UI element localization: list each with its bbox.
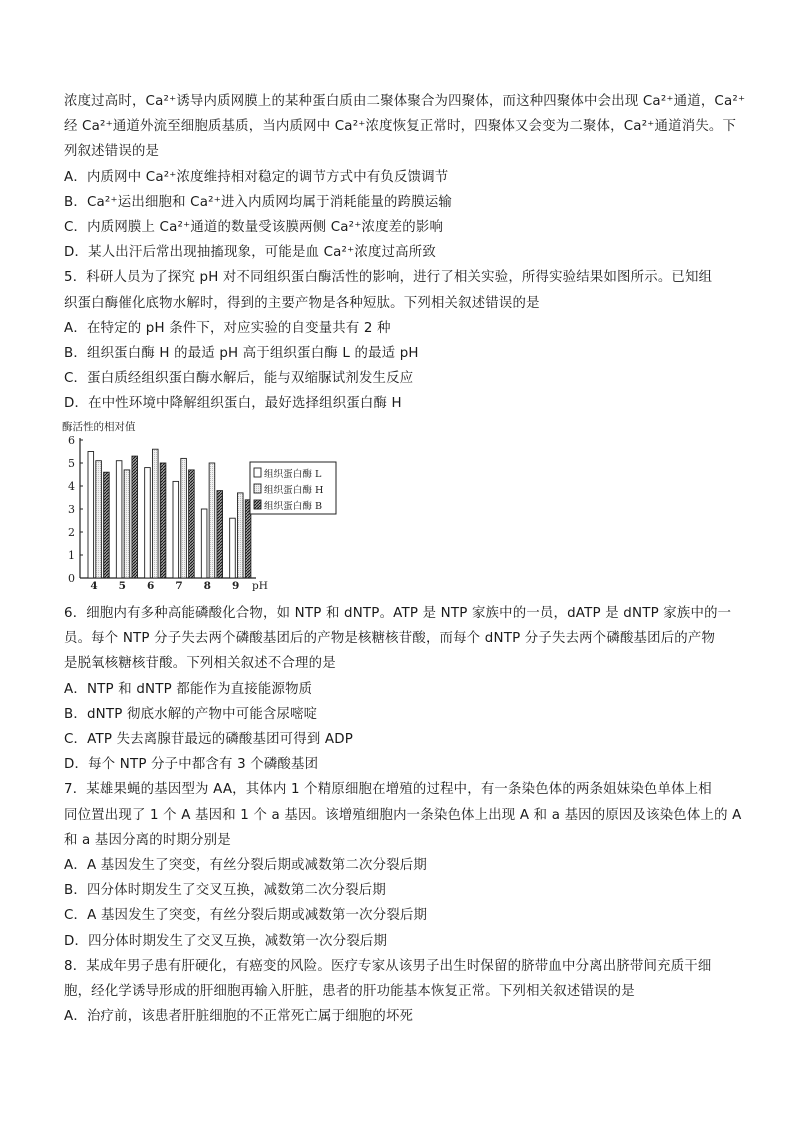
y-tick-label: 5: [68, 457, 75, 470]
x-tick-label: 6: [147, 580, 155, 592]
question-text-line: D．某人出汗后常出现抽搐现象，可能是血 Ca²⁺浓度过高所致: [64, 245, 436, 261]
x-tick-label: 9: [232, 580, 240, 592]
question-text-line: 和 a 基因分离的时期分别是: [64, 832, 231, 848]
bar-white-ph-6: [145, 468, 151, 578]
question-text-line: C．内质网膜上 Ca²⁺通道的数量受该膜两侧 Ca²⁺浓度差的影响: [64, 220, 444, 235]
question-text-line: C．A 基因发生了突变，有丝分裂后期或减数第一次分裂后期: [64, 908, 428, 924]
chart-ylabel: 酶活性的相对值: [62, 421, 136, 433]
question-text-line: A．在特定的 pH 条件下，对应实验的自变量共有 2 种: [64, 320, 391, 336]
bar-white-ph-4: [88, 452, 94, 579]
y-tick-label: 4: [68, 480, 75, 493]
bar-hatched-ph-4: [104, 472, 110, 578]
bar-hatched-ph-6: [160, 463, 166, 578]
bar-white-ph-9: [230, 518, 236, 578]
question-text-line: 浓度过高时，Ca²⁺诱导内质网膜上的某种蛋白质由二聚体聚合为四聚体，而这种四聚体中会出现 Ca²⁺通道，Ca²⁺: [64, 94, 746, 109]
y-tick-label: 2: [68, 526, 75, 539]
legend-entry: 组织蛋白酶 B: [264, 501, 323, 512]
question-text-line: 7．某雄果蝇的基因型为 AA，其体内 1 个精原细胞在增殖的过程中，有一条染色体的两条姐妹染色单体上相: [64, 782, 712, 798]
legend-swatch: [254, 484, 261, 493]
question-text-line: 列叙述错误的是: [64, 144, 160, 160]
question-text-line: A．内质网中 Ca²⁺浓度维持相对稳定的调节方式中有负反馈调节: [64, 169, 449, 185]
y-tick-label: 1: [68, 549, 75, 562]
bar-white-ph-8: [201, 509, 207, 578]
question-text-line: A．治疗前，该患者肝脏细胞的不正常死亡属于细胞的坏死: [64, 1009, 414, 1025]
question-text-line: 8．某成年男子患有肝硬化，有癌变的风险。医疗专家从该男子出生时保留的脐带血中分离出脐带间充质干细: [64, 958, 712, 974]
question-text-line: 经 Ca²⁺通道外流至细胞质基质，当内质网中 Ca²⁺浓度恢复正常时，四聚体又会变为二聚体，Ca²⁺通道消失。下: [64, 119, 737, 135]
bar-light-ph-7: [181, 458, 187, 578]
bar-light-ph-4: [96, 461, 102, 578]
question-text-line: A．A 基因发生了突变，有丝分裂后期或减数第二次分裂后期: [64, 858, 427, 873]
legend-entry: 组织蛋白酶 L: [264, 469, 322, 480]
question-text-line: 5．科研人员为了探究 pH 对不同组织蛋白酶活性的影响，进行了相关实验，所得实验结果如图所示。已知组: [64, 270, 713, 286]
question-text-line: 是脱氧核糖核苷酸。下列相关叙述不合理的是: [64, 656, 336, 672]
legend-swatch: [254, 468, 261, 477]
question-text-line: C．ATP 失去离腺苷最远的磷酸基团可得到 ADP: [64, 732, 354, 747]
chart-legend: [250, 462, 336, 514]
x-tick-label: 4: [90, 580, 98, 592]
x-axis-label: pH: [252, 580, 268, 592]
y-tick-label: 0: [68, 572, 75, 585]
question-text-line: 胞，经化学诱导形成的肝细胞再输入肝脏，患者的肝功能基本恢复正常。下列相关叙述错误的是: [64, 984, 635, 999]
bar-hatched-ph-5: [132, 456, 138, 578]
enzyme-activity-bar-chart: [58, 420, 348, 592]
question-text-line: B．Ca²⁺运出细胞和 Ca²⁺进入内质网均属于消耗能量的跨膜运输: [64, 194, 453, 210]
bar-light-ph-8: [209, 463, 215, 578]
question-text-line: 织蛋白酶催化底物水解时，得到的主要产物是各种短肽。下列相关叙述错误的是: [64, 295, 540, 311]
legend-entry: 组织蛋白酶 H: [264, 485, 324, 496]
bar-light-ph-9: [237, 493, 243, 578]
question-text-line: 6．细胞内有多种高能磷酸化合物，如 NTP 和 dNTP。ATP 是 NTP 家族中的一员，dATP 是 dNTP 家族中的一: [64, 606, 732, 621]
x-tick-label: 8: [203, 580, 211, 592]
bar-light-ph-5: [124, 470, 130, 578]
bar-hatched-ph-8: [217, 491, 223, 578]
question-text-line: D．在中性环境中降解组织蛋白，最好选择组织蛋白酶 H: [64, 396, 402, 412]
chart-bars: [88, 449, 251, 578]
question-text-line: A．NTP 和 dNTP 都能作为直接能源物质: [64, 681, 313, 697]
question-text-line: 员。每个 NTP 分子失去两个磷酸基团后的产物是核糖核苷酸，而每个 dNTP 分子失去两个磷酸基团后的产物: [64, 631, 716, 647]
question-text-line: B．四分体时期发生了交叉互换，减数第二次分裂后期: [64, 883, 386, 899]
bar-hatched-ph-7: [189, 470, 195, 578]
y-tick-label: 6: [68, 434, 75, 447]
question-text-line: 同位置出现了 1 个 A 基因和 1 个 a 基因。该增殖细胞内一条染色体上出现 A 和 a 基因的原因及该染色体上的 A: [64, 807, 742, 823]
y-tick-label: 3: [68, 503, 75, 516]
bar-white-ph-5: [116, 461, 122, 578]
x-tick-label: 7: [175, 580, 183, 592]
x-tick-label: 5: [118, 580, 126, 592]
question-text-line: B．组织蛋白酶 H 的最适 pH 高于组织蛋白酶 L 的最适 pH: [64, 346, 419, 361]
question-text-line: D．每个 NTP 分子中都含有 3 个磷酸基团: [64, 757, 319, 773]
question-text-line: B．dNTP 彻底水解的产物中可能含尿嘧啶: [64, 706, 318, 722]
legend-swatch: [254, 500, 261, 509]
bar-light-ph-6: [152, 449, 158, 578]
question-text-line: D．四分体时期发生了交叉互换，减数第一次分裂后期: [64, 933, 388, 949]
bar-white-ph-7: [173, 481, 179, 578]
question-text-line: C．蛋白质经组织蛋白酶水解后，能与双缩脲试剂发生反应: [64, 371, 414, 387]
